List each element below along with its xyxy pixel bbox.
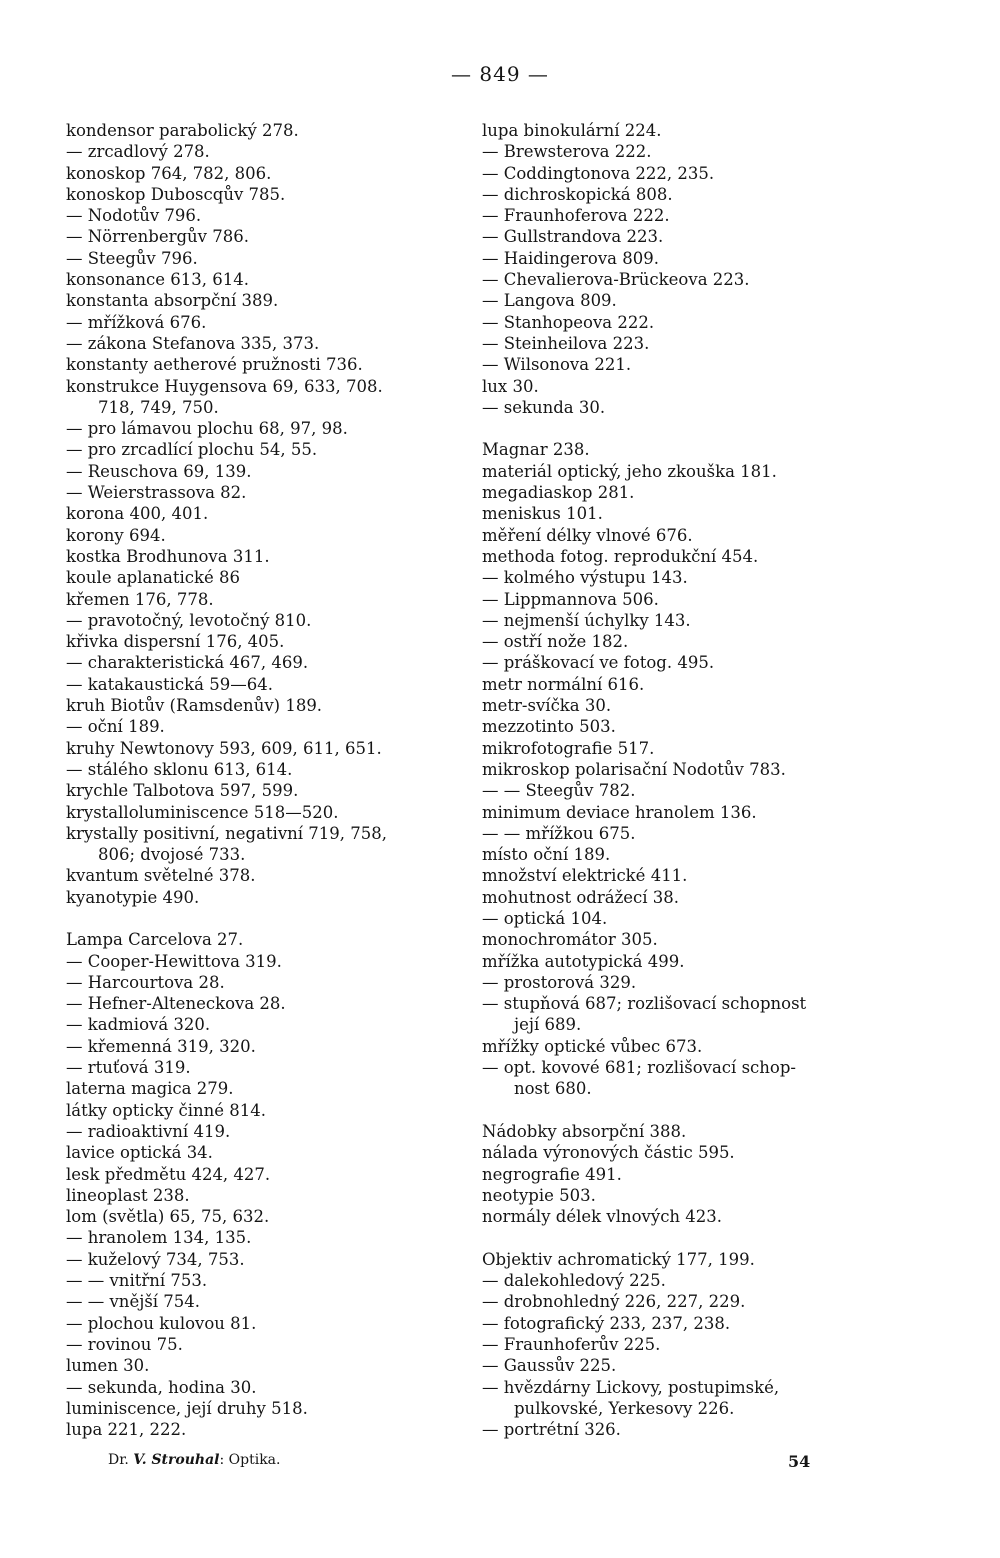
index-entry: — fotografický 233, 237, 238.	[482, 1313, 731, 1333]
index-entry: — pravotočný, levotočný 810.	[66, 610, 312, 630]
index-entry: — rovinou 75.	[66, 1334, 183, 1354]
index-entry: neotypie 503.	[482, 1185, 596, 1205]
index-entry: Lampa Carcelova 27.	[66, 930, 244, 950]
index-entry: korona 400, 401.	[66, 504, 209, 524]
index-entry: konsonance 613, 614.	[66, 270, 250, 290]
index-entry: — Nodotův 796.	[66, 206, 202, 226]
index-entry: metr normální 616.	[482, 674, 645, 694]
index-entry: — Haidingerova 809.	[482, 248, 660, 268]
index-entry: — plochou kulovou 81.	[66, 1313, 257, 1333]
index-entry: lupa binokulární 224.	[482, 121, 662, 140]
index-entry: mřížky optické vůbec 673.	[482, 1036, 703, 1056]
index-entry: mohutnost odrážecí 38.	[482, 887, 680, 907]
index-entry: — optická 104.	[482, 908, 608, 928]
index-entry: — Cooper-Hewittova 319.	[66, 951, 282, 971]
index-entry: lesk předmětu 424, 427.	[66, 1164, 271, 1184]
index-entry: — hvězdárny Lickovy, postupimské,	[482, 1377, 780, 1397]
index-entry: Magnar 238.	[482, 440, 590, 460]
index-entry: mřížka autotypická 499.	[482, 951, 685, 971]
index-entry: korony 694.	[66, 525, 166, 545]
index-entry: — Steinheilova 223.	[482, 333, 650, 353]
index-entry: — charakteristická 467, 469.	[66, 653, 309, 673]
index-entry: Nádobky absorpční 388.	[482, 1121, 687, 1141]
index-entry: — dalekohledový 225.	[482, 1271, 666, 1291]
index-entry: Objektiv achromatický 177, 199.	[482, 1249, 755, 1269]
index-entry: krystalloluminiscence 518—520.	[66, 802, 339, 822]
index-entry: negrografie 491.	[482, 1164, 622, 1184]
index-entry: normály délek vlnových 423.	[482, 1207, 723, 1227]
index-entry: — portrétní 326.	[482, 1420, 621, 1440]
index-entry: — mřížková 676.	[66, 312, 207, 332]
index-entry: křemen 176, 778.	[66, 589, 214, 609]
footer-title: : Optika.	[219, 1452, 281, 1468]
index-entry: — práškovací ve fotog. 495.	[482, 653, 715, 673]
index-entry: — opt. kovové 681; rozlišovací schop-	[482, 1058, 796, 1078]
section-gap	[482, 1227, 882, 1248]
index-entry-continuation: její 689.	[514, 1015, 582, 1035]
index-entry: — kuželový 734, 753.	[66, 1249, 245, 1269]
index-entry: lux 30.	[482, 376, 539, 396]
footer-signature: 54	[788, 1452, 811, 1471]
index-entry: — zrcadlový 278.	[66, 142, 210, 162]
index-entry: — Brewsterova 222.	[482, 142, 652, 162]
index-entry: — stálého sklonu 613, 614.	[66, 759, 293, 779]
index-entry: — Gullstrandova 223.	[482, 227, 664, 247]
index-entry: kruh Biotův (Ramsdenův) 189.	[66, 696, 323, 716]
index-entry: konstanty aetherové pružnosti 736.	[66, 355, 363, 375]
index-entry: — křemenná 319, 320.	[66, 1036, 256, 1056]
index-entry: — — vnitřní 753.	[66, 1271, 208, 1291]
index-entry: methoda fotog. reprodukční 454.	[482, 546, 759, 566]
index-entry: — Harcourtova 28.	[66, 972, 225, 992]
index-entry: lom (světla) 65, 75, 632.	[66, 1207, 270, 1227]
index-entry: — pro lámavou plochu 68, 97, 98.	[66, 419, 348, 439]
index-entry: minimum deviace hranolem 136.	[482, 802, 757, 822]
index-entry: materiál optický, jeho zkouška 181.	[482, 461, 777, 481]
index-entry: konoskop 764, 782, 806.	[66, 163, 272, 183]
index-entry: — Steegův 796.	[66, 248, 198, 268]
index-entry: — Coddingtonova 222, 235.	[482, 163, 715, 183]
index-entry: kostka Brodhunova 311.	[66, 546, 270, 566]
index-entry: — oční 189.	[66, 717, 165, 737]
index-entry: meniskus 101.	[482, 504, 603, 524]
index-entry: laterna magica 279.	[66, 1079, 234, 1099]
index-entry: — Langova 809.	[482, 291, 617, 311]
index-entry: — sekunda, hodina 30.	[66, 1377, 257, 1397]
footer-author: V. Strouhal	[133, 1452, 220, 1468]
index-entry: — pro zrcadlící plochu 54, 55.	[66, 440, 318, 460]
index-entry: mezzotinto 503.	[482, 717, 616, 737]
index-entry: luminiscence, její druhy 518.	[66, 1398, 308, 1418]
index-entry: lupa 221, 222.	[66, 1420, 187, 1440]
section-gap	[482, 1100, 882, 1121]
index-entry: — dichroskopická 808.	[482, 184, 673, 204]
index-column-left	[66, 120, 466, 1440]
index-entry: — rtuťová 319.	[66, 1058, 191, 1078]
index-entry: kondensor parabolický 278.	[66, 121, 299, 140]
index-entry: kruhy Newtonovy 593, 609, 611, 651.	[66, 738, 382, 758]
index-entry: konoskop Duboscqův 785.	[66, 184, 286, 204]
index-entry: — hranolem 134, 135.	[66, 1228, 252, 1248]
index-entry: — sekunda 30.	[482, 397, 606, 417]
index-entry: — Lippmannova 506.	[482, 589, 659, 609]
index-entry: — stupňová 687; rozlišovací schopnost	[482, 994, 807, 1014]
index-entry: — prostorová 329.	[482, 972, 637, 992]
index-entry: konstrukce Huygensova 69, 633, 708.	[66, 376, 383, 396]
index-entry: konstanta absorpční 389.	[66, 291, 279, 311]
index-entry: — katakaustická 59—64.	[66, 674, 273, 694]
page-number: — 849 —	[451, 62, 549, 86]
index-entry: — Stanhopeova 222.	[482, 312, 655, 332]
index-entry: monochromátor 305.	[482, 930, 658, 950]
index-entry: lavice optická 34.	[66, 1143, 213, 1163]
index-entry: — drobnohledný 226, 227, 229.	[482, 1292, 746, 1312]
index-entry: — Fraunhoferova 222.	[482, 206, 670, 226]
index-entry-continuation: nost 680.	[514, 1079, 592, 1099]
index-entry: — — mřížkou 675.	[482, 823, 636, 843]
index-entry: — Fraunhoferův 225.	[482, 1334, 661, 1354]
index-entry: — Nörrenbergův 786.	[66, 227, 249, 247]
index-entry: — kolmého výstupu 143.	[482, 568, 688, 588]
index-entry: krychle Talbotova 597, 599.	[66, 781, 299, 801]
footer-prefix: Dr.	[108, 1452, 134, 1468]
index-entry-continuation: 718, 749, 750.	[98, 397, 219, 417]
index-entry: koule aplanatické 86	[66, 568, 240, 588]
index-entry: — Wilsonova 221.	[482, 355, 632, 375]
index-entry: — ostří nože 182.	[482, 632, 629, 652]
index-entry: kyanotypie 490.	[66, 887, 200, 907]
index-entry: kvantum světelné 378.	[66, 866, 256, 886]
index-entry: množství elektrické 411.	[482, 866, 688, 886]
index-entry: mikrofotografie 517.	[482, 738, 655, 758]
index-entry: místo oční 189.	[482, 845, 611, 865]
index-entry: — radioaktivní 419.	[66, 1121, 231, 1141]
index-entry: — kadmiová 320.	[66, 1015, 211, 1035]
index-column-right	[482, 120, 882, 1440]
index-entry: — Reuschova 69, 139.	[66, 461, 252, 481]
index-entry: — — Steegův 782.	[482, 781, 636, 801]
index-entry: křivka dispersní 176, 405.	[66, 632, 285, 652]
index-entry: — nejmenší úchylky 143.	[482, 610, 691, 630]
section-gap	[482, 418, 882, 439]
section-gap	[66, 908, 466, 929]
index-entry: nálada výronových částic 595.	[482, 1143, 735, 1163]
index-entry: — Gaussův 225.	[482, 1356, 617, 1376]
index-entry: metr-svíčka 30.	[482, 696, 612, 716]
index-entry: — Weierstrassova 82.	[66, 483, 247, 503]
index-entry: megadiaskop 281.	[482, 483, 635, 503]
index-entry: krystally positivní, negativní 719, 758,	[66, 823, 388, 843]
index-entry: — Hefner-Alteneckova 28.	[66, 994, 286, 1014]
index-entry: měření délky vlnové 676.	[482, 525, 693, 545]
index-entry-continuation: 806; dvojosé 733.	[98, 845, 246, 865]
index-entry: — zákona Stefanova 335, 373.	[66, 333, 320, 353]
index-entry: — Chevalierova-Brückeova 223.	[482, 270, 750, 290]
index-entry-continuation: pulkovské, Yerkesovy 226.	[514, 1398, 735, 1418]
index-entry: mikroskop polarisační Nodotův 783.	[482, 759, 786, 779]
index-entry: lumen 30.	[66, 1356, 150, 1376]
footer-book-title	[108, 1452, 280, 1468]
index-entry: — — vnější 754.	[66, 1292, 201, 1312]
index-entry: lineoplast 238.	[66, 1185, 190, 1205]
index-entry: látky opticky činné 814.	[66, 1100, 267, 1120]
